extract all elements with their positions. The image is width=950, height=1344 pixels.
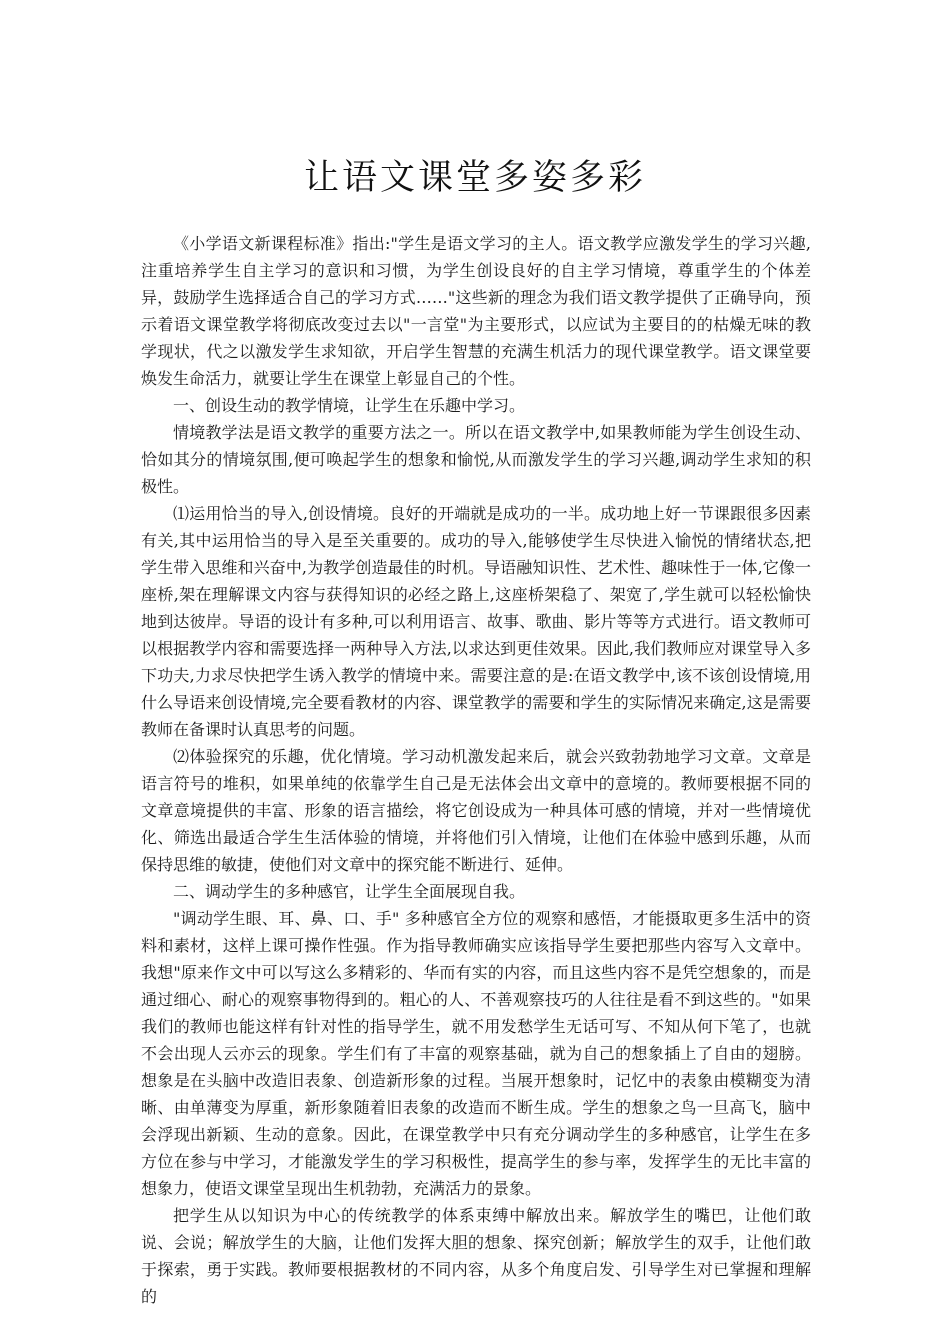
paragraph-point-1: ⑴运用恰当的导入,创设情境。良好的开端就是成功的一半。成功地上好一节课跟很多因素有关,其中运用恰当的导入是至关重要的。成功的导入,能够使学生尽快进入愉悦的情绪状态,把学生带入思维和兴奋中,为教学创造最佳的时机。导语融知识性、艺术性、趣味性于一体,它像一座桥,架在理解课文内容与获得知识的必经之路上,这座桥架稳了、架宽了,学生就可以轻松愉快地到达彼岸。导语的设计有多种,可以利用语言、故事、歌曲、影片等等方式进行。语文教师可以根据教学内容和需要选择一两种导入方法,以求达到更佳效果。因此,我们教师应对课堂导入多下功夫,力求尽快把学生诱入教学的情境中来。需要注意的是:在语文教学中,该不该创设情境,用什么导语来创设情境,完全要看教材的内容、课堂教学的需要和学生的实际情况来确定,这是需要教师在备课时认真思考的问题。 — [141, 504, 811, 739]
paragraph-point-2: ⑵体验探究的乐趣，优化情境。学习动机激发起来后，就会兴致勃勃地学习文章。文章是语言符号的堆积，如果单纯的依靠学生自己是无法体会出文章中的意境的。教师要根据不同的文章意境提供的丰富、形象的语言描绘，将它创设成为一种具体可感的情境，并对一些情境优化、筛选出最适合学生生活体验的情境，并将他们引入情境，让他们在体验中感到乐趣，从而保持思维的敏捷，使他们对文章中的探究能不断进行、延伸。 — [141, 747, 811, 874]
paragraph-liberate: 把学生从以知识为中心的传统教学的体系束缚中解放出来。解放学生的嘴巴，让他们敢说、会说；解放学生的大脑，让他们发挥大胆的想象、探究创新；解放学生的双手，让他们敢于探索，勇于实践。教师要根据教材的不同内容，从多个角度启发、引导学生对已掌握和理解的 — [141, 1206, 811, 1306]
section-heading-2: 二、调动学生的多种感官，让学生全面展现自我。 — [173, 882, 526, 901]
paragraph-situation-teaching: 情境教学法是语文教学的重要方法之一。所以在语文教学中,如果教师能为学生创设生动、恰如其分的情境氛围,便可唤起学生的想象和愉悦,从而激发学生的学习兴趣,调动学生求知的积极性。 — [141, 423, 811, 496]
document-body — [141, 230, 811, 1310]
document-title: 让语文课堂多姿多彩 — [303, 158, 646, 198]
paragraph-intro: 《小学语文新课程标准》指出:"学生是语文学习的主人。语文教学应激发学生的学习兴趣,注重培养学生自主学习的意识和习惯，为学生创设良好的自主学习情境，尊重学生的个体差异，鼓励学生选择适合自己的学习方式……"这些新的理念为我们语文教学提供了正确导向，预示着语文课堂教学将彻底改变过去以"一言堂"为主要形式，以应试为主要目的的枯燥无味的教学现状，代之以激发学生求知欲，开启学生智慧的充满生机活力的现代课堂教学。语文课堂要焕发生命活力，就要让学生在课堂上彰显自己的个性。 — [141, 234, 811, 388]
section-heading-1: 一、创设生动的教学情境，让学生在乐趣中学习。 — [173, 396, 526, 415]
paragraph-senses: "调动学生眼、耳、鼻、口、手" 多种感官全方位的观察和感悟，才能摄取更多生活中的资料和素材，这样上课可操作性强。作为指导教师确实应该指导学生要把那些内容写入文章中。我想"原来作文中可以写这么多精彩的、华而有实的内容，而且这些内容不是凭空想象的，而是通过细心、耐心的观察事物得到的。粗心的人、不善观察技巧的人往往是看不到这些的。"如果我们的教师也能这样有针对性的指导学生，就不用发愁学生无话可写、不知从何下笔了，也就不会出现人云亦云的现象。学生们有了丰富的观察基础，就为自己的想象插上了自由的翅膀。想象是在头脑中改造旧表象、创造新形象的过程。当展开想象时，记忆中的表象由模糊变为清晰、由单薄变为厚重，新形象随着旧表象的改造而不断生成。学生的想象之鸟一旦高飞，脑中会浮现出新颖、生动的意象。因此，在课堂教学中只有充分调动学生的多种感官，让学生在多方位在参与中学习，才能激发学生的学习积极性，提高学生的参与率，发挥学生的无比丰富的想象力，使语文课堂呈现出生机勃勃，充满活力的景象。 — [141, 909, 811, 1198]
